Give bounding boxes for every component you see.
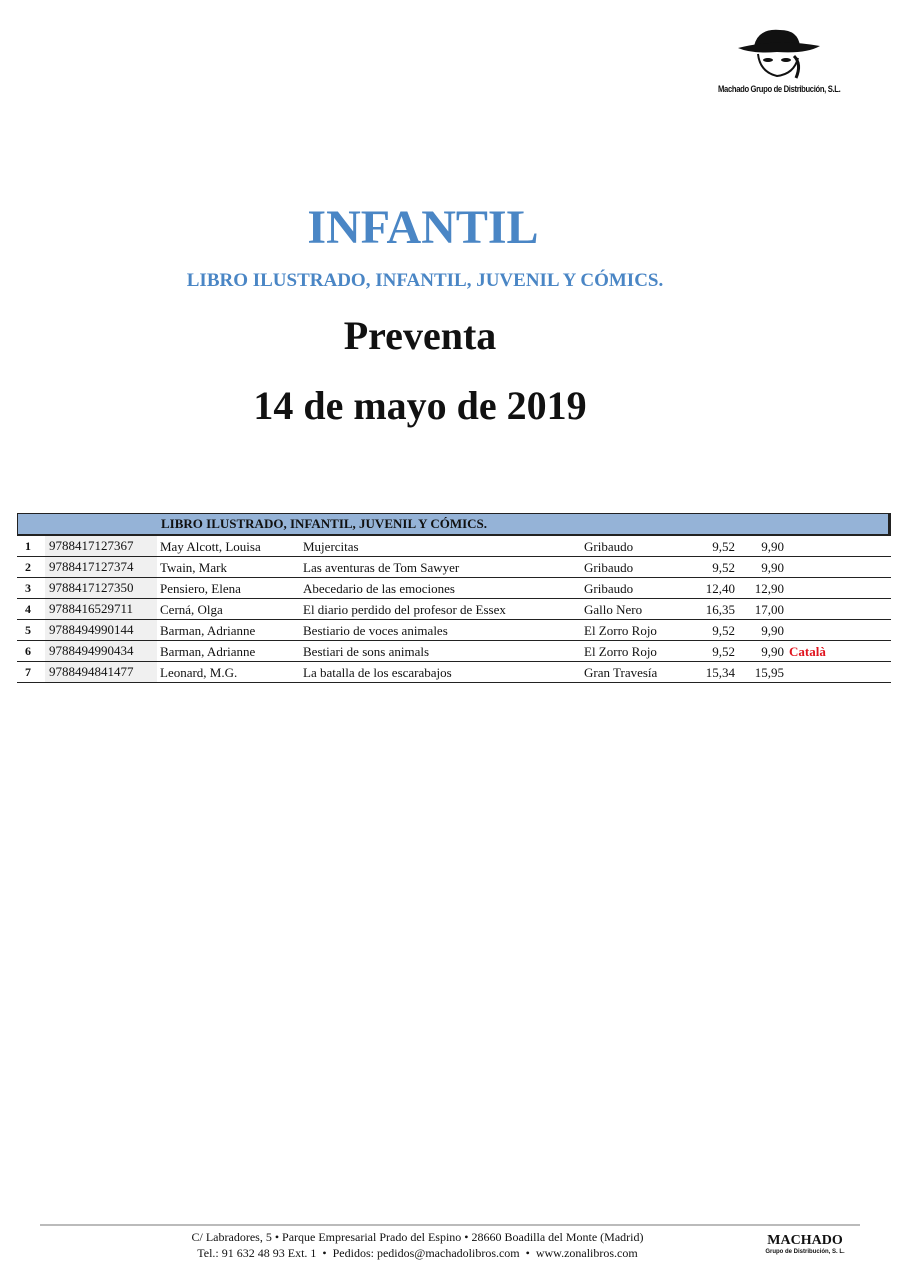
book-title: Mujercitas	[303, 539, 359, 554]
publisher: Gribaudo	[584, 581, 634, 596]
page-subtitle: LIBRO ILUSTRADO, INFANTIL, JUVENIL Y CÓMICS.	[186, 270, 664, 291]
publisher: Gran Travesía	[584, 665, 658, 680]
publisher: Gallo Nero	[584, 602, 643, 617]
presale-label: Preventa	[343, 313, 497, 358]
presale-date: 14 de mayo de 2019	[253, 383, 587, 428]
price-net: 16,35	[705, 602, 735, 617]
row-number: 1	[25, 539, 31, 553]
table-row	[17, 557, 891, 578]
price: 9,90	[761, 623, 784, 638]
hat-man-icon	[702, 24, 852, 84]
brand-subtitle: Grupo de Distribución, S. L.	[765, 1249, 845, 1255]
language-note: Català	[789, 644, 826, 659]
isbn: 9788494841477	[45, 662, 157, 682]
row-number: 7	[25, 665, 31, 679]
author: Barman, Adrianne	[160, 644, 256, 659]
company-logo	[702, 24, 852, 102]
footer-address: C/ Labradores, 5 • Parque Empresarial Prado del Espino • 28660 Boadilla del Monte (Madrid)	[191, 1230, 644, 1244]
isbn: 9788417127374	[45, 557, 157, 577]
isbn: 9788417127367	[45, 536, 157, 556]
price: 17,00	[754, 602, 784, 617]
book-title: El diario perdido del profesor de Essex	[303, 602, 506, 617]
section-title: LIBRO ILUSTRADO, INFANTIL, JUVENIL Y CÓMICS.	[161, 516, 488, 531]
publisher: Gribaudo	[584, 539, 634, 554]
table-section-header	[17, 513, 891, 536]
footer-brand	[755, 1233, 855, 1255]
footer-divider	[40, 1224, 860, 1226]
page-title: INFANTIL	[307, 201, 539, 254]
price-net: 9,52	[712, 560, 735, 575]
row-number: 2	[25, 560, 31, 574]
price-net: 9,52	[712, 644, 735, 659]
table-row	[17, 578, 891, 599]
table-row	[17, 662, 891, 683]
logo-text: Machado Grupo de Distribución, S.L.	[718, 84, 841, 94]
table-row	[17, 599, 891, 620]
publisher: Gribaudo	[584, 560, 634, 575]
row-number: 5	[25, 623, 31, 637]
price-net: 9,52	[712, 623, 735, 638]
price-net: 12,40	[705, 581, 735, 596]
row-number: 4	[25, 602, 31, 616]
table-body	[17, 536, 891, 683]
isbn: 9788417127350	[45, 578, 157, 598]
publisher: El Zorro Rojo	[584, 623, 657, 638]
table-row	[17, 620, 891, 641]
isbn: 9788494990144	[45, 620, 157, 640]
book-title: La batalla de los escarabajos	[303, 665, 452, 680]
book-title: Las aventuras de Tom Sawyer	[303, 560, 460, 575]
book-title: Bestiario de voces animales	[303, 623, 448, 638]
book-title: Bestiari de sons animals	[303, 644, 430, 659]
author: Cerná, Olga	[160, 602, 223, 617]
footer-contact: Tel.: 91 632 48 93 Ext. 1 • Pedidos: pedidos@machadolibros.com • www.zonalibros.com	[197, 1246, 638, 1260]
table-row	[17, 641, 891, 662]
price-net: 15,34	[705, 665, 735, 680]
price-net: 9,52	[712, 539, 735, 554]
book-table	[17, 513, 891, 683]
row-number: 6	[25, 644, 31, 658]
author: Twain, Mark	[160, 560, 227, 575]
price: 9,90	[761, 539, 784, 554]
price: 9,90	[761, 560, 784, 575]
table-row	[17, 536, 891, 557]
author: Pensiero, Elena	[160, 581, 241, 596]
price: 12,90	[754, 581, 784, 596]
publisher: El Zorro Rojo	[584, 644, 657, 659]
row-number: 3	[25, 581, 31, 595]
book-title: Abecedario de las emociones	[303, 581, 455, 596]
author: Leonard, M.G.	[160, 665, 238, 680]
brand-name: MACHADO	[767, 1233, 843, 1248]
price: 9,90	[761, 644, 784, 659]
isbn: 9788416529711	[45, 599, 157, 619]
author: Barman, Adrianne	[160, 623, 256, 638]
price: 15,95	[754, 665, 784, 680]
isbn: 9788494990434	[45, 641, 157, 661]
author: May Alcott, Louisa	[160, 539, 261, 554]
